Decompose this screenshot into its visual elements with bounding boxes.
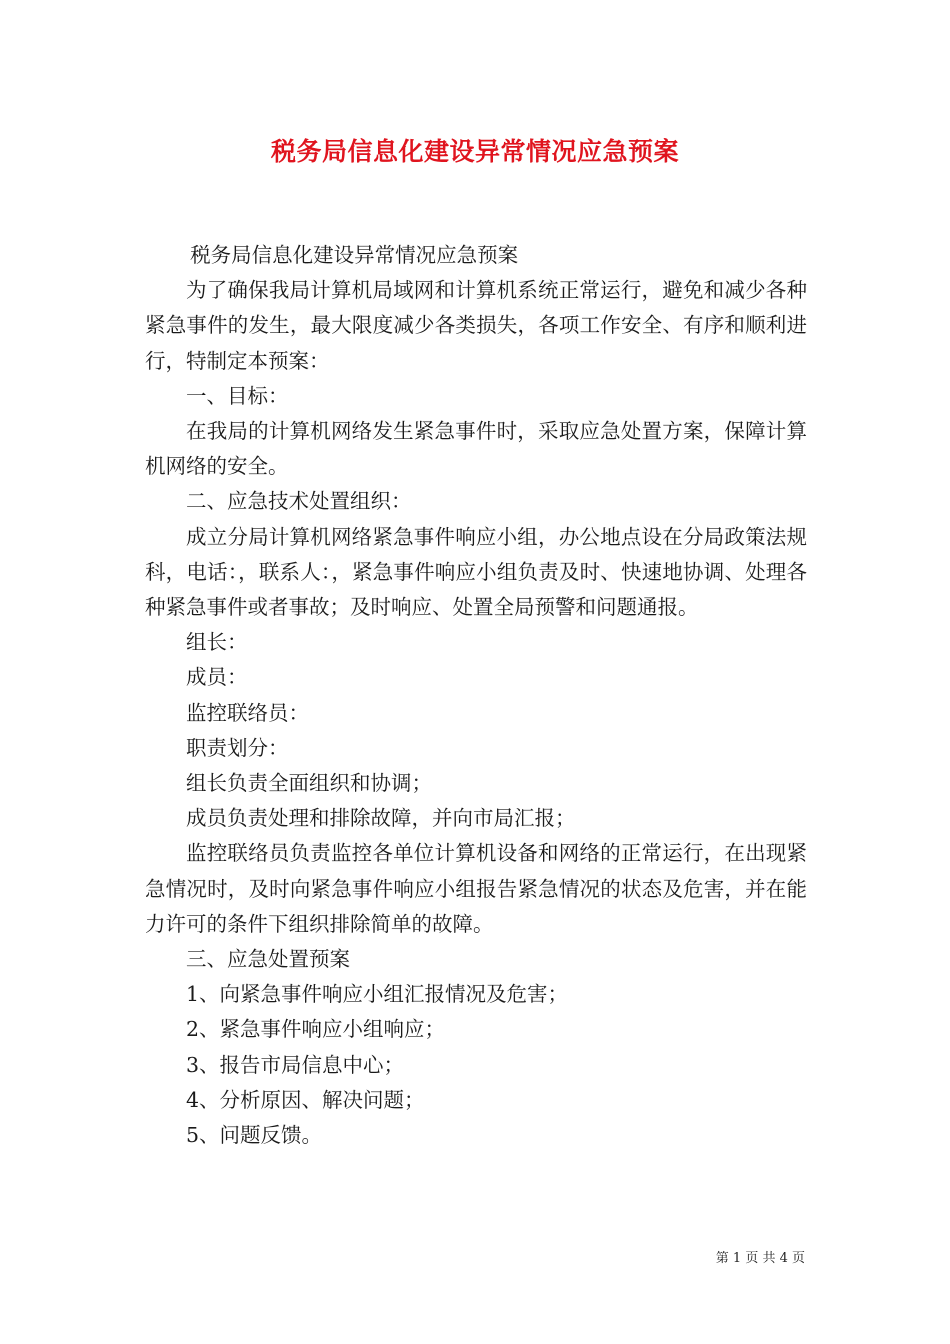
line-liaison: 监控联络员： bbox=[186, 700, 309, 725]
paragraph-goal: 在我局的计算机网络发生紧急事件时，采取应急处置方案，保障计算机网络的安全。 bbox=[145, 419, 807, 479]
line-members: 成员： bbox=[186, 665, 248, 690]
plan-step-3: 3、报告市局信息中心； bbox=[186, 1052, 405, 1077]
section-heading-plan: 三、应急处置预案 bbox=[186, 947, 350, 972]
plan-step-1: 1、向紧急事件响应小组汇报情况及危害； bbox=[186, 982, 569, 1007]
section-heading-organization: 二、应急技术处置组织： bbox=[186, 489, 412, 514]
duty-members: 成员负责处理和排除故障，并向市局汇报； bbox=[186, 806, 576, 831]
line-duties: 职责划分： bbox=[186, 735, 289, 760]
duty-leader: 组长负责全面组织和协调； bbox=[186, 771, 432, 796]
section-heading-goal: 一、目标： bbox=[186, 383, 289, 408]
line-leader: 组长： bbox=[186, 630, 248, 655]
paragraph-subtitle: 税务局信息化建设异常情况应急预案 bbox=[190, 243, 519, 267]
paragraph-organization: 成立分局计算机网络紧急事件响应小组，办公地点设在分局政策法规科，电话：，联系人：，紧急事件响应小组负责及时、快速地协调、处理各种紧急事件或者事故；及时响应、处置全局预警和问题通报。 bbox=[145, 524, 807, 620]
duty-liaison: 监控联络员负责监控各单位计算机设备和网络的正常运行，在出现紧急情况时，及时向紧急事件响应小组报告紧急情况的状态及危害，并在能力许可的条件下组织排除简单的故障。 bbox=[145, 841, 807, 936]
document-body bbox=[145, 238, 807, 1153]
document-title: 税务局信息化建设异常情况应急预案 bbox=[270, 137, 679, 166]
paragraph-intro: 为了确保我局计算机局域网和计算机系统正常运行，避免和减少各种紧急事件的发生，最大限度减少各类损失，各项工作安全、有序和顺利进行，特制定本预案： bbox=[145, 278, 807, 373]
plan-step-2: 2、紧急事件响应小组响应； bbox=[186, 1017, 446, 1042]
plan-step-5: 5、问题反馈。 bbox=[186, 1123, 323, 1148]
page-number: 第 1 页 共 4 页 bbox=[715, 1251, 805, 1266]
plan-step-4: 4、分析原因、解决问题； bbox=[186, 1087, 425, 1112]
